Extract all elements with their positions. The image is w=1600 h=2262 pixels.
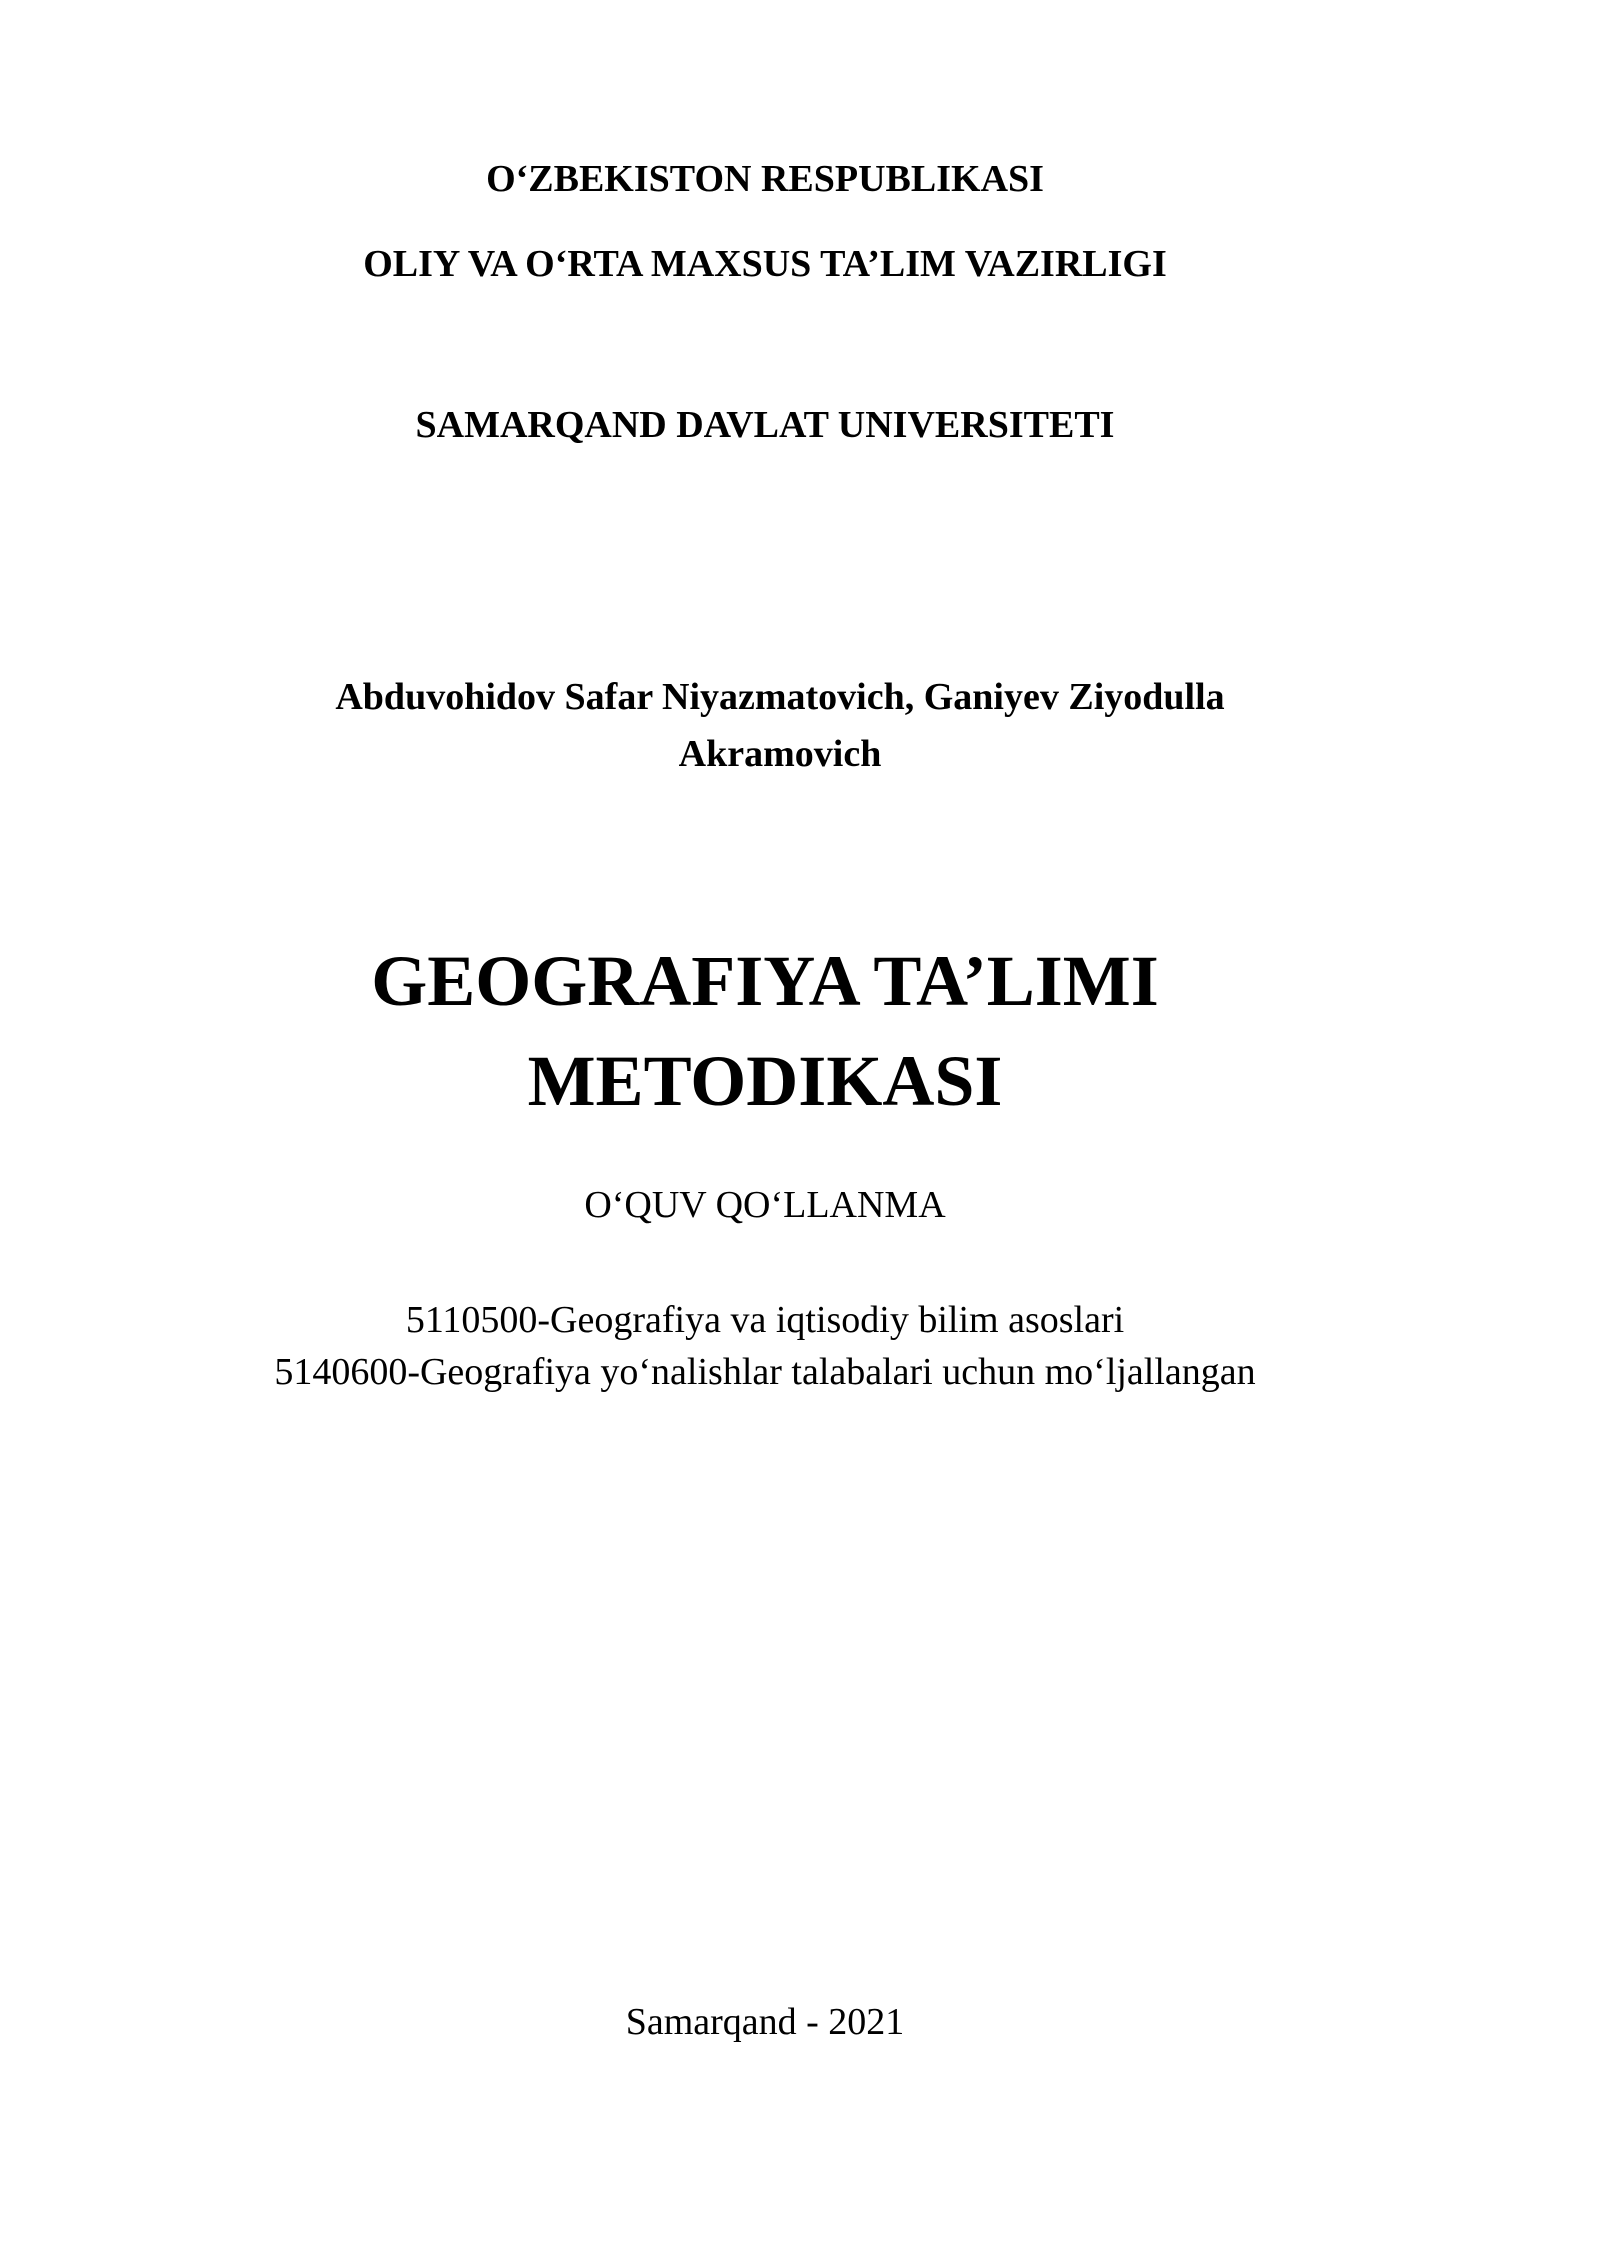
authors-line-1: Abduvohidov Safar Niyazmatovich, Ganiyev Ziyodulla [335, 676, 1225, 718]
book-title-line-2: METODIKASI [527, 1041, 1003, 1121]
authors-line-2: Akramovich [678, 733, 882, 775]
document-type: O‘QUV QO‘LLANMA [584, 1184, 946, 1226]
specialty-line-2: 5140600-Geografiya yo‘nalishlar talabalari uchun mo‘ljallangan [274, 1351, 1256, 1393]
ministry-heading: OLIY VA O‘RTA MAXSUS TA’LIM VAZIRLIGI [363, 243, 1167, 285]
specialty-line-1: 5110500-Geografiya va iqtisodiy bilim asoslari [405, 1299, 1125, 1341]
university-heading: SAMARQAND DAVLAT UNIVERSITETI [415, 404, 1115, 446]
place-and-year: Samarqand - 2021 [625, 2001, 905, 2043]
republic-heading: O‘ZBEKISTON RESPUBLIKASI [486, 158, 1044, 200]
book-title-line-1: GEOGRAFIYA TA’LIMI [371, 941, 1159, 1021]
